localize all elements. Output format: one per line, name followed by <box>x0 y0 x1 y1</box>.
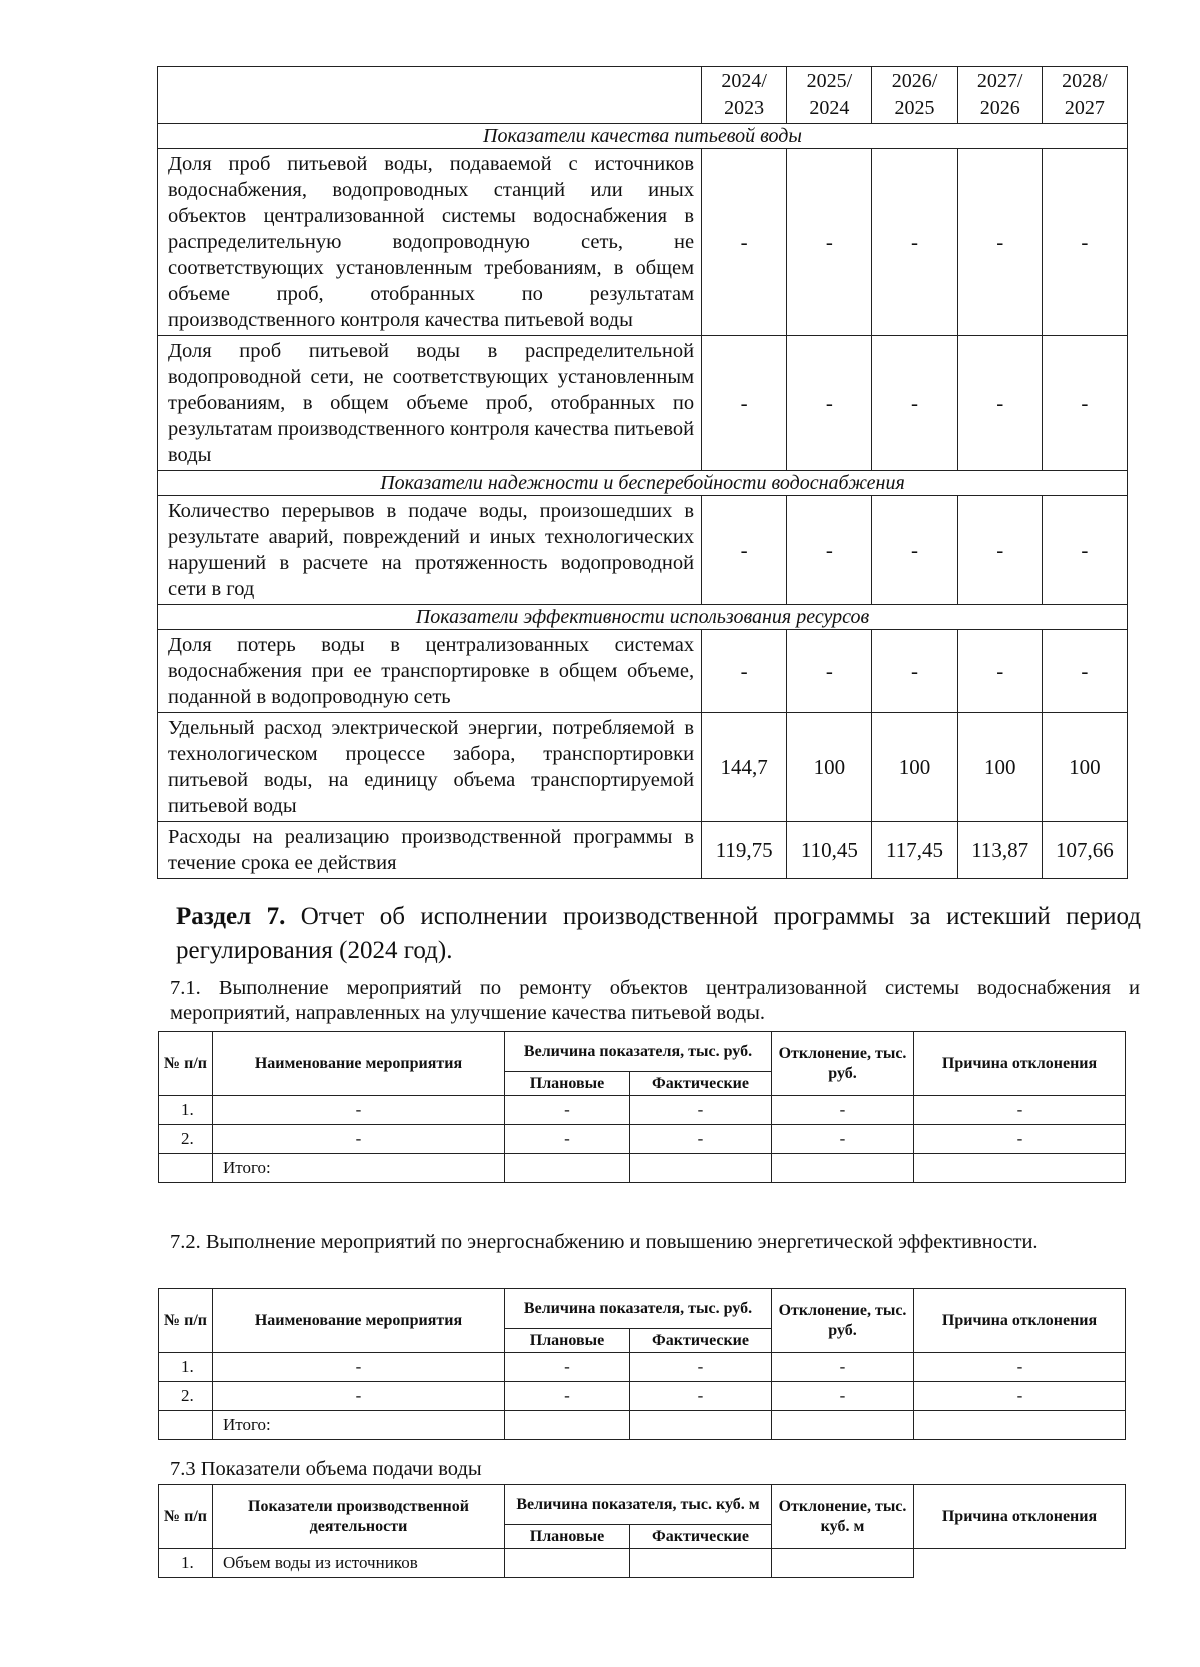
indicator-value: 119,75 <box>702 822 787 879</box>
section-7-label: Раздел 7. <box>176 903 286 930</box>
indicator-name: Доля потерь воды в централизованных системах водоснабжения при ее транспортировке в общем объеме, поданной в водопроводную сеть <box>158 630 702 713</box>
col-reason-header: Причина отклонения <box>914 1289 1126 1353</box>
col-planned-header: Плановые <box>505 1525 630 1549</box>
table-7-3 <box>158 1484 1126 1578</box>
total-num <box>159 1411 213 1440</box>
indicator-name: Доля проб питьевой воды, подаваемой с источников водоснабжения, водопроводных станций или иных объектов централизованной системы водоснабжения в распределительную водопроводную сеть, не соответствующих установленным требованиям, в общем объеме проб, отобранных по результатам производственного контроля качества питьевой воды <box>158 149 702 336</box>
year-header-1: 2025/ 2024 <box>787 67 872 124</box>
table-row <box>159 1125 1126 1154</box>
indicator-value: - <box>1042 630 1127 713</box>
col-reason-header: Причина отклонения <box>914 1032 1126 1096</box>
col-num-header: № п/п <box>159 1485 213 1549</box>
row-name: - <box>213 1096 505 1125</box>
indicator-value: - <box>787 336 872 471</box>
year-header-3: 2027/ 2026 <box>957 67 1042 124</box>
year-header-0: 2024/ 2023 <box>702 67 787 124</box>
row-name: - <box>213 1382 505 1411</box>
indicator-value: - <box>957 630 1042 713</box>
indicator-value: - <box>872 496 957 605</box>
row-planned: - <box>505 1382 630 1411</box>
col-actual-header: Фактические <box>630 1329 772 1353</box>
row-planned: - <box>505 1125 630 1154</box>
section-7-heading <box>176 900 1141 968</box>
indicator-name: Количество перерывов в подаче воды, произошедших в результате аварий, повреждений и иных технологических нарушений в расчете на протяженность водопроводной сети в год <box>158 496 702 605</box>
row-deviation: - <box>772 1382 914 1411</box>
row-deviation: - <box>772 1096 914 1125</box>
indicator-value: - <box>872 630 957 713</box>
section-7-title: Отчет об исполнении производственной программы за истекший период регулирования (2024 год). <box>176 903 1142 964</box>
row-reason <box>914 1549 1126 1578</box>
blank-header-cell <box>158 67 702 124</box>
table-row <box>159 1096 1126 1125</box>
indicator-value: 100 <box>957 713 1042 822</box>
row-num: 2. <box>159 1382 213 1411</box>
section-title-efficiency: Показатели эффективности использования ресурсов <box>158 605 1128 630</box>
total-label: Итого: <box>213 1411 505 1440</box>
indicator-value: - <box>787 630 872 713</box>
indicator-value: - <box>957 336 1042 471</box>
col-value-header: Величина показателя, тыс. куб. м <box>505 1485 772 1525</box>
col-deviation-header: Отклонение, тыс. руб. <box>772 1032 914 1096</box>
total-deviation <box>772 1154 914 1183</box>
row-actual: - <box>630 1353 772 1382</box>
indicator-row <box>158 496 1128 605</box>
col-name-header: Наименование мероприятия <box>213 1289 505 1353</box>
indicator-value: 144,7 <box>702 713 787 822</box>
row-reason: - <box>914 1353 1126 1382</box>
indicator-name: Расходы на реализацию производственной программы в течение срока ее действия <box>158 822 702 879</box>
col-deviation-header: Отклонение, тыс. руб. <box>772 1289 914 1353</box>
indicators-table <box>157 66 1128 879</box>
col-reason-header: Причина отклонения <box>914 1485 1126 1549</box>
indicator-name: Удельный расход электрической энергии, потребляемой в технологическом процессе забора, транспортировки питьевой воды, на единицу объема транспортируемой питьевой воды <box>158 713 702 822</box>
indicator-row <box>158 713 1128 822</box>
row-actual: - <box>630 1125 772 1154</box>
row-num: 1. <box>159 1549 213 1578</box>
total-planned <box>505 1154 630 1183</box>
col-planned-header: Плановые <box>505 1072 630 1096</box>
year-header-2: 2026/ 2025 <box>872 67 957 124</box>
total-row <box>159 1154 1126 1183</box>
indicator-row <box>158 149 1128 336</box>
row-name: Объем воды из источников <box>213 1549 505 1578</box>
col-value-header: Величина показателя, тыс. руб. <box>505 1289 772 1329</box>
total-planned <box>505 1411 630 1440</box>
indicator-value: - <box>1042 496 1127 605</box>
row-deviation <box>772 1549 914 1578</box>
col-planned-header: Плановые <box>505 1329 630 1353</box>
indicator-value: 100 <box>872 713 957 822</box>
total-row <box>159 1411 1126 1440</box>
total-num <box>159 1154 213 1183</box>
row-name: - <box>213 1125 505 1154</box>
year-header-4: 2028/ 2027 <box>1042 67 1127 124</box>
table-row <box>159 1382 1126 1411</box>
col-num-header: № п/п <box>159 1289 213 1353</box>
indicator-value: - <box>1042 149 1127 336</box>
indicator-value: 107,66 <box>1042 822 1127 879</box>
col-actual-header: Фактические <box>630 1525 772 1549</box>
indicator-value: - <box>787 149 872 336</box>
table-row <box>159 1353 1126 1382</box>
col-num-header: № п/п <box>159 1032 213 1096</box>
col-deviation-header: Отклонение, тыс. куб. м <box>772 1485 914 1549</box>
table-row <box>159 1549 1126 1578</box>
total-reason <box>914 1154 1126 1183</box>
indicator-value: - <box>702 336 787 471</box>
row-actual: - <box>630 1382 772 1411</box>
total-label: Итого: <box>213 1154 505 1183</box>
paragraph-7-1: 7.1. Выполнение мероприятий по ремонту объектов централизованной системы водоснабжения и мероприятий, направленных на улучшение качества питьевой воды. <box>170 977 1140 1024</box>
indicator-name: Доля проб питьевой воды в распределительной водопроводной сети, не соответствующих установленным требованиям, в общем объеме проб, отобранных по результатам производственного контроля качества питьевой воды <box>158 336 702 471</box>
indicator-value: 110,45 <box>787 822 872 879</box>
indicator-row <box>158 336 1128 471</box>
indicator-value: - <box>957 149 1042 336</box>
row-name: - <box>213 1353 505 1382</box>
paragraph-7-2: 7.2. Выполнение мероприятий по энергоснабжению и повышению энергетической эффективности. <box>170 1231 1038 1253</box>
indicator-value: 113,87 <box>957 822 1042 879</box>
row-deviation: - <box>772 1125 914 1154</box>
row-planned: - <box>505 1096 630 1125</box>
row-num: 1. <box>159 1096 213 1125</box>
row-deviation: - <box>772 1353 914 1382</box>
indicator-row <box>158 630 1128 713</box>
row-reason: - <box>914 1382 1126 1411</box>
row-reason: - <box>914 1125 1126 1154</box>
row-actual: - <box>630 1096 772 1125</box>
col-value-header: Величина показателя, тыс. руб. <box>505 1032 772 1072</box>
indicator-value: - <box>702 630 787 713</box>
indicator-value: - <box>1042 336 1127 471</box>
col-name-header: Наименование мероприятия <box>213 1032 505 1096</box>
row-planned: - <box>505 1353 630 1382</box>
row-actual <box>630 1549 772 1578</box>
total-actual <box>630 1411 772 1440</box>
year-header-row <box>158 67 1128 124</box>
indicator-value: - <box>957 496 1042 605</box>
indicator-value: - <box>872 149 957 336</box>
total-deviation <box>772 1411 914 1440</box>
col-name-header: Показатели производственной деятельности <box>213 1485 505 1549</box>
indicator-row <box>158 822 1128 879</box>
indicator-value: 100 <box>1042 713 1127 822</box>
indicator-value: - <box>872 336 957 471</box>
indicator-value: - <box>787 496 872 605</box>
row-reason: - <box>914 1096 1126 1125</box>
section-title-quality: Показатели качества питьевой воды <box>158 124 1128 149</box>
table-7-2 <box>158 1288 1126 1440</box>
indicator-value: - <box>702 149 787 336</box>
row-num: 2. <box>159 1125 213 1154</box>
row-planned <box>505 1549 630 1578</box>
indicator-value: 100 <box>787 713 872 822</box>
total-reason <box>914 1411 1126 1440</box>
table-7-1 <box>158 1031 1126 1183</box>
col-actual-header: Фактические <box>630 1072 772 1096</box>
paragraph-7-3: 7.3 Показатели объема подачи воды <box>170 1458 482 1480</box>
total-actual <box>630 1154 772 1183</box>
indicator-value: 117,45 <box>872 822 957 879</box>
section-title-reliability: Показатели надежности и бесперебойности водоснабжения <box>158 471 1128 496</box>
row-num: 1. <box>159 1353 213 1382</box>
indicator-value: - <box>702 496 787 605</box>
